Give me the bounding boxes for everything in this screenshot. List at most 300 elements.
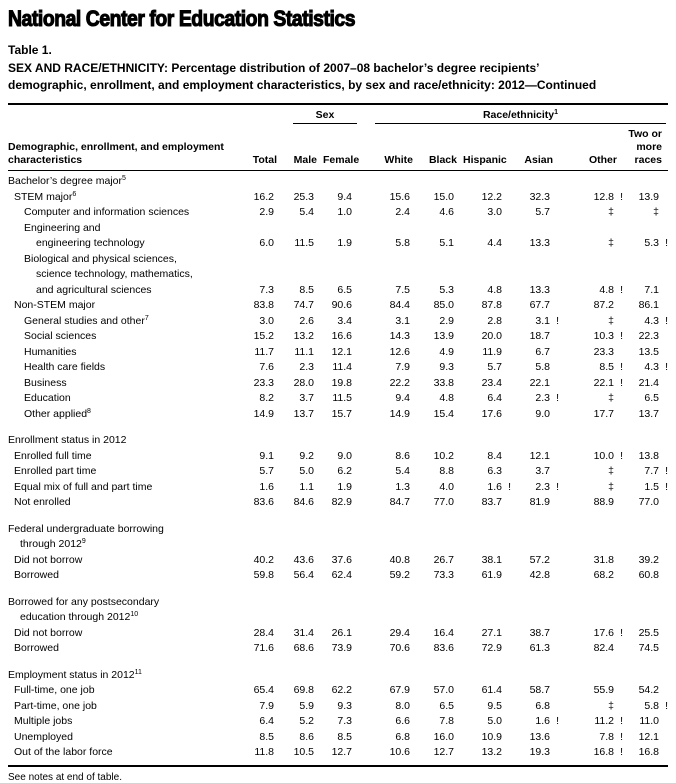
row-label-line: Multiple jobs [14,715,73,727]
cell-number: 23.3 [253,376,274,389]
cell-number: 13.8 [638,449,659,462]
value-cell [283,714,323,730]
table-number: Table 1. [8,43,52,57]
cell-number: 6.5 [439,699,454,712]
estimate-flag [454,568,463,584]
cell-number: 11.8 [254,746,274,758]
row-label [8,252,235,299]
table-row [8,553,668,569]
estimate-flag [502,205,511,221]
cell-number: 17.6 [481,407,502,420]
value-cell [463,283,511,299]
value-cell [559,699,623,715]
table-row [8,205,668,221]
section-header-row [8,668,668,684]
value-cell [511,449,559,465]
value-cell [361,329,419,345]
cell-number: 15.2 [253,330,274,342]
cell-number: 12.1 [529,449,550,462]
estimate-flag [550,376,559,392]
estimate-flag [352,283,361,299]
cell-number: 14.9 [253,407,274,420]
estimate-flag [454,449,463,465]
cell-number: 3.4 [337,314,352,327]
value-cell [283,283,323,299]
table-row [8,683,668,699]
row-label [8,345,235,361]
cell-number: 62.4 [331,569,352,581]
cell-number: 10.6 [389,746,410,758]
estimate-flag [352,407,361,423]
cell-number: 1.9 [337,480,352,493]
row-label-line: Borrowed [14,569,59,581]
nces-wordmark: National Center for Education Statistics [8,6,356,31]
value-cell [283,730,323,746]
cell-number: 83.6 [253,496,274,508]
value-cell [463,730,511,746]
estimate-flag [352,699,361,715]
estimate-flag [502,495,511,511]
estimate-flag [659,298,668,314]
value-cell [623,360,668,376]
value-cell [419,360,463,376]
value-cell [511,360,559,376]
value-cell [463,745,511,761]
value-cell [623,553,668,569]
estimate-flag [352,190,361,206]
value-cell [283,190,323,206]
value-cell [235,360,283,376]
value-cell [323,407,361,423]
value-cell [623,745,668,761]
estimate-flag [410,464,419,480]
estimate-flag [314,449,323,465]
row-label [8,360,235,376]
cell-number: 15.0 [433,190,454,203]
estimate-flag [550,568,559,584]
value-cell [463,449,511,465]
row-label [8,714,235,730]
estimate-flag [274,495,283,511]
cell-number: 9.4 [395,392,410,404]
value-cell [623,298,668,314]
cell-number: 5.0 [299,465,314,477]
estimate-flag: ! [556,480,559,493]
estimate-flag [614,205,623,221]
cell-number: 1.5 [644,480,659,493]
estimate-flag [410,329,419,345]
row-label-line: Federal undergraduate borrowing [8,522,164,535]
cell-number: 12.7 [433,746,454,758]
value-cell [623,391,668,407]
value-cell [361,464,419,480]
value-cell [559,360,623,376]
row-label [8,464,235,480]
cell-number: 5.8 [395,237,410,249]
estimate-flag [454,298,463,314]
value-cell [559,314,623,330]
value-cell [511,407,559,423]
cell-number: 9.0 [337,449,352,462]
value-cell [283,568,323,584]
estimate-flag [314,699,323,715]
cell-number: 7.7 [644,465,659,477]
row-label-line: Employment status in 2012$^{11}$ [8,668,142,681]
table-row [8,626,668,642]
cell-number: 65.4 [253,684,274,696]
column-header-male: Male [293,154,317,166]
cell-number: ‡ [608,206,614,218]
cell-number: 61.3 [529,642,550,654]
estimate-flag [410,190,419,206]
estimate-flag [502,714,511,730]
cell-number: 82.9 [331,496,352,508]
estimate-flag [550,641,559,657]
estimate-flag [550,699,559,715]
estimate-flag [314,683,323,699]
estimate-flag [659,329,668,345]
estimate-flag [550,683,559,699]
footnote-marker: 9 [81,538,86,545]
footer-note: See notes at end of table. [8,771,122,783]
cell-number: 9.5 [487,699,502,712]
estimate-flag [314,745,323,761]
value-cell [323,283,361,299]
value-cell [235,495,283,511]
estimate-flag [274,730,283,746]
cell-number: 17.6 [593,626,614,639]
value-cell [623,283,668,299]
estimate-flag [274,283,283,299]
value-cell [235,376,283,392]
cell-number: 11.7 [254,345,274,358]
estimate-flag [352,329,361,345]
estimate-flag [274,683,283,699]
estimate-flag [659,745,668,761]
estimate-flag [314,568,323,584]
cell-number: 6.0 [259,237,274,249]
value-cell [361,407,419,423]
value-cell [623,236,668,252]
cell-number: 60.8 [638,569,659,581]
footnote-marker: 11 [134,668,142,676]
cell-number: ‡ [608,699,614,712]
estimate-flag [274,464,283,480]
row-label [8,626,235,642]
value-cell [361,568,419,584]
row-label [8,298,235,314]
value-cell [235,553,283,569]
value-cell [235,641,283,657]
cell-number: ‡ [653,206,659,218]
cell-number: 40.2 [253,553,274,566]
estimate-flag [410,730,419,746]
estimate-flag [314,407,323,423]
footnote-marker: 1 [554,109,559,116]
value-cell [419,683,463,699]
sex-spanner [293,109,357,124]
value-cell [623,205,668,221]
value-cell [511,745,559,761]
row-label-line: Enrollment status in 2012 [8,434,127,446]
value-cell [419,329,463,345]
value-cell [623,568,668,584]
cell-number: 13.2 [481,746,502,758]
cell-number: 27.1 [481,626,502,639]
estimate-flag [614,553,623,569]
cell-number: 2.9 [259,206,274,218]
value-cell [463,360,511,376]
value-cell [623,730,668,746]
value-cell [361,730,419,746]
value-cell [419,641,463,657]
cell-number: 10.3 [593,330,614,342]
estimate-flag [659,626,668,642]
value-cell [623,641,668,657]
section-header-row [8,595,668,626]
estimate-flag [274,345,283,361]
estimate-flag [274,190,283,206]
spanner-spacer [8,109,283,124]
value-cell [623,714,668,730]
cell-number: 2.4 [395,206,410,218]
value-cell [511,190,559,206]
value-cell [463,376,511,392]
value-cell [235,449,283,465]
cell-number: 31.4 [293,626,314,639]
value-cell [463,683,511,699]
estimate-flag [352,495,361,511]
value-cell [235,391,283,407]
table-row [8,221,668,252]
row-label-line: Social sciences [24,330,97,342]
value-cell [419,449,463,465]
estimate-flag [352,626,361,642]
cell-number: 4.6 [439,206,454,218]
estimate-flag [454,329,463,345]
estimate-flag [550,553,559,569]
estimate-flag [502,464,511,480]
estimate-flag [454,683,463,699]
estimate-flag [659,495,668,511]
table-row [8,480,668,496]
value-cell [463,714,511,730]
table-row [8,745,668,761]
estimate-flag [454,314,463,330]
estimate-flag [314,480,323,496]
value-cell [361,449,419,465]
value-cell [559,730,623,746]
table-title-line2: demographic, enrollment, and employment characteristics, by sex and race/ethnicity: 2012—Continued [8,78,597,92]
value-cell [463,205,511,221]
estimate-flag [352,360,361,376]
row-label-line: Biological and physical sciences, [24,252,177,265]
value-cell [361,391,419,407]
cell-number: 11.5 [332,392,352,404]
value-cell [559,495,623,511]
estimate-flag [454,407,463,423]
footnote-marker: 7 [144,314,149,322]
estimate-flag [502,730,511,746]
estimate-flag [314,464,323,480]
cell-number: 82.4 [593,642,614,654]
cell-number: 8.6 [299,730,314,743]
value-cell [323,714,361,730]
estimate-flag [502,376,511,392]
value-cell [235,699,283,715]
cell-number: 6.5 [337,283,352,296]
value-cell [463,329,511,345]
value-cell [361,683,419,699]
cell-number: 23.3 [593,345,614,358]
estimate-flag [614,298,623,314]
cell-number: 32.3 [529,190,550,203]
estimate-flag [352,449,361,465]
estimate-flag [352,480,361,496]
estimate-flag [274,205,283,221]
estimate-flag [614,314,623,330]
value-cell [323,205,361,221]
cell-number: 37.6 [331,553,352,566]
value-cell [283,407,323,423]
value-cell [361,714,419,730]
estimate-flag [274,449,283,465]
value-cell [323,495,361,511]
cell-number: 54.2 [638,684,659,696]
row-label-line: Part-time, one job [14,699,97,712]
estimate-flag [314,376,323,392]
cell-number: 8.2 [259,392,274,404]
cell-number: 6.8 [395,730,410,743]
value-cell [323,626,361,642]
value-cell [511,205,559,221]
cell-number: ‡ [608,465,614,477]
estimate-flag [314,314,323,330]
cell-number: 21.4 [638,376,659,389]
estimate-flag [550,329,559,345]
estimate-flag [502,329,511,345]
cell-number: 38.1 [481,553,502,566]
value-cell [623,480,668,496]
cell-number: 5.2 [299,715,314,727]
value-cell [323,376,361,392]
cell-number: 11.2 [594,715,614,727]
value-cell [235,329,283,345]
cell-number: 10.5 [293,746,314,758]
value-cell [511,464,559,480]
value-cell [283,449,323,465]
cell-number: 11.4 [332,361,352,373]
cell-number: 4.3 [644,314,659,327]
row-label [8,641,235,657]
row-label [8,329,235,345]
estimate-flag: ! [620,283,623,296]
estimate-flag [454,714,463,730]
cell-number: 88.9 [593,496,614,508]
cell-number: 4.8 [599,283,614,296]
row-label-line: Business [24,376,67,389]
estimate-flag [614,683,623,699]
row-label [8,449,235,465]
cell-number: 5.3 [439,283,454,296]
cell-number: 13.7 [293,407,314,420]
estimate-flag [410,236,419,252]
row-label [8,683,235,699]
value-cell [283,376,323,392]
cell-number: 5.1 [439,237,454,249]
cell-number: ‡ [608,237,614,249]
value-cell [323,641,361,657]
estimate-flag [352,236,361,252]
value-cell [323,553,361,569]
cell-number: 83.7 [481,496,502,508]
row-label-line: Borrowed for any postsecondary [8,595,160,608]
cell-number: 8.5 [599,361,614,373]
cell-number: 12.6 [389,345,410,358]
cell-number: 10.9 [481,730,502,743]
estimate-flag [352,730,361,746]
cell-number: 5.0 [487,715,502,727]
value-cell [419,236,463,252]
cell-number: 5.3 [644,237,659,249]
cell-number: 5.7 [259,465,274,477]
cell-number: 74.7 [293,299,314,311]
value-cell [463,495,511,511]
estimate-flag [454,283,463,299]
cell-number: 1.3 [395,480,410,493]
cell-number: 61.4 [481,684,502,696]
estimate-flag [352,298,361,314]
cell-number: 90.6 [331,299,352,311]
value-cell [623,683,668,699]
estimate-flag [502,568,511,584]
estimate-flag [314,360,323,376]
estimate-flag: ! [620,190,623,203]
estimate-flag [352,205,361,221]
cell-number: 13.9 [638,190,659,203]
value-cell [559,345,623,361]
value-cell [419,205,463,221]
value-cell [623,345,668,361]
cell-number: 1.6 [259,480,274,493]
table-row [8,730,668,746]
estimate-flag [550,626,559,642]
value-cell [559,236,623,252]
estimate-flag [502,298,511,314]
value-cell [559,329,623,345]
value-cell [559,464,623,480]
row-label-line: Bachelor’s degree major$^5$ [8,175,126,187]
estimate-flag [454,464,463,480]
value-cell [559,641,623,657]
value-cell [323,730,361,746]
sex-spanner-label: Sex [315,109,335,121]
estimate-flag: ! [665,314,668,327]
value-cell [235,745,283,761]
cell-number: 5.4 [299,206,314,218]
value-cell [463,480,511,496]
cell-number: 31.8 [593,553,614,566]
value-cell [283,329,323,345]
estimate-flag [502,683,511,699]
row-label-line: through 2012$^9$ [20,538,86,550]
cell-number: 81.9 [529,496,550,508]
value-cell [623,464,668,480]
estimate-flag [410,714,419,730]
cell-number: 4.0 [439,480,454,493]
cell-number: 17.7 [593,407,614,420]
estimate-flag [274,568,283,584]
